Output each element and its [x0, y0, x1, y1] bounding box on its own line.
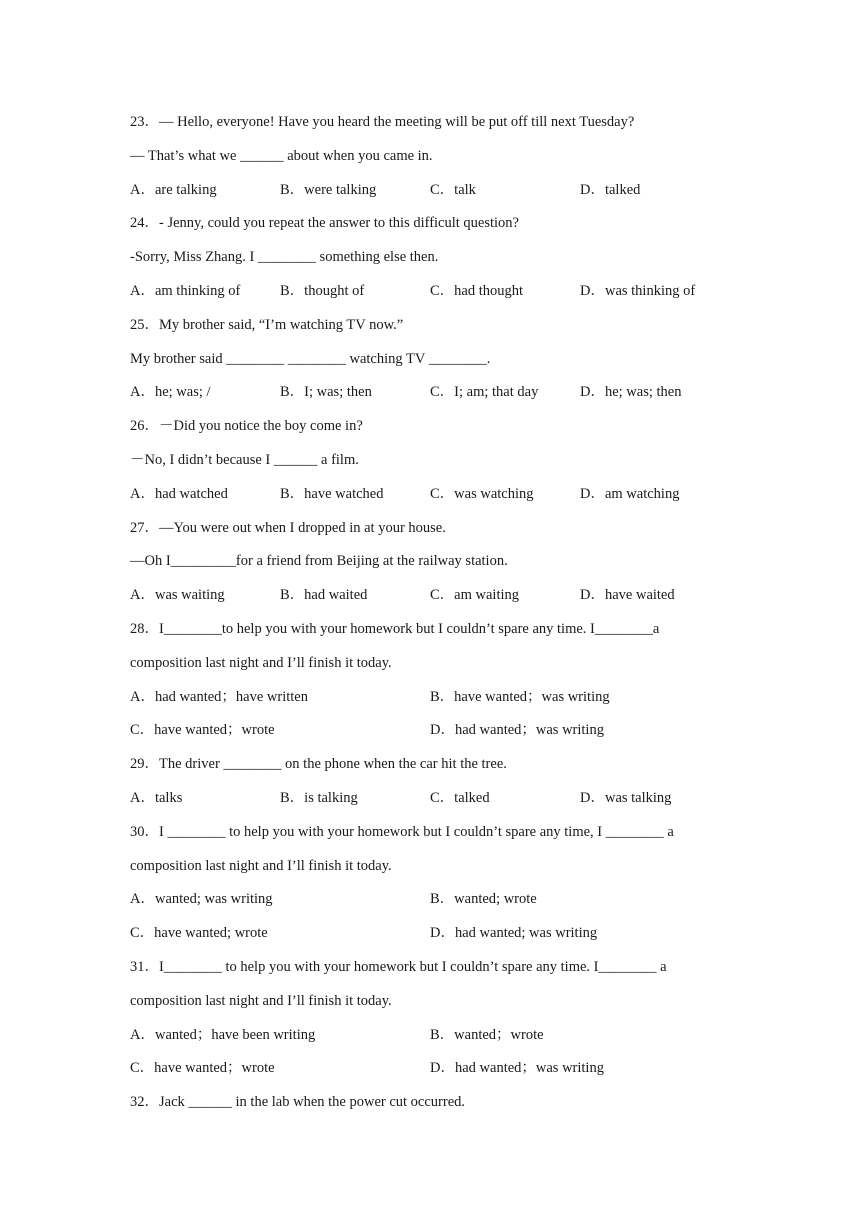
option-a: A．he; was; / — [130, 384, 211, 401]
option-c: C．talk — [430, 181, 476, 198]
question-stem: 23．— Hello, everyone! Have you heard the meeting will be put off till next Tuesday? — [130, 114, 635, 130]
option-a: A．wanted; was writing — [130, 891, 273, 908]
options-row — [130, 786, 730, 820]
question-stem: 27．—You were out when I dropped in at your house. — [130, 519, 446, 536]
option-c: C．have wanted；wrote — [130, 722, 275, 739]
question-line: —Oh I_________for a friend from Beijing at the railway station. — [130, 553, 508, 570]
question-line: －No, I didn’t because I ______ a film. — [130, 451, 359, 468]
question-stem: 31．I________ to help you with your homework but I couldn’t spare any time. I________ a — [130, 958, 667, 975]
option-a: A．was waiting — [130, 587, 225, 604]
question-line: — That’s what we ______ about when you came in. — [130, 147, 433, 164]
question-list — [130, 110, 730, 1124]
option-c: C．I; am; that day — [430, 384, 539, 401]
option-b: B．wanted；wrote — [430, 1026, 544, 1043]
question-line: composition last night and I’ll finish it today. — [130, 857, 392, 874]
option-b: B．have watched — [280, 485, 384, 502]
option-d: D．had wanted；was writing — [430, 1060, 604, 1077]
option-c: C．had thought — [430, 282, 524, 299]
question-stem: 28．I________to help you with your homework but I couldn’t spare any time. I________a — [130, 620, 660, 637]
option-d: D．was thinking of — [580, 282, 696, 299]
option-b: B．had waited — [280, 587, 368, 604]
option-d: D．was talking — [580, 789, 672, 806]
options-row — [130, 1056, 730, 1090]
option-c: C．have wanted; wrote — [130, 925, 268, 942]
options-row — [130, 718, 730, 752]
options-row — [130, 178, 730, 212]
question-stem: 30．I ________ to help you with your homework but I couldn’t spare any time, I ________ a — [130, 823, 674, 840]
option-a: A．talks — [130, 789, 183, 806]
options-row — [130, 482, 730, 516]
option-b: B．were talking — [280, 181, 377, 198]
question-line: -Sorry, Miss Zhang. I ________ something else then. — [130, 249, 439, 266]
option-d: D．am watching — [580, 485, 680, 502]
option-d: D．talked — [580, 181, 641, 198]
option-d: D．had wanted; was writing — [430, 925, 598, 942]
option-a: A．had wanted；have written — [130, 688, 308, 705]
options-row — [130, 583, 730, 617]
options-row — [130, 380, 730, 414]
options-row — [130, 921, 730, 955]
option-b: B．thought of — [280, 282, 365, 299]
question-stem: 29．The driver ________ on the phone when the car hit the tree. — [130, 756, 507, 773]
option-a: A．wanted；have been writing — [130, 1026, 316, 1043]
question-stem: 32．Jack ______ in the lab when the power cut occurred. — [130, 1094, 466, 1111]
question-line: My brother said ________ ________ watching TV ________. — [130, 350, 491, 367]
options-row — [130, 887, 730, 921]
option-b: B．I; was; then — [280, 384, 372, 401]
question-stem: 24．- Jenny, could you repeat the answer to this difficult question? — [130, 215, 519, 232]
question-line: composition last night and I’ll finish it today. — [130, 992, 392, 1009]
option-a: A．are talking — [130, 181, 217, 198]
option-a: A．am thinking of — [130, 282, 241, 299]
options-row — [130, 1023, 730, 1057]
options-row — [130, 685, 730, 719]
option-b: B．is talking — [280, 789, 358, 806]
question-stem: 26．－Did you notice the boy come in? — [130, 418, 363, 435]
question-stem: 25．My brother said, “I’m watching TV now.” — [130, 316, 404, 333]
option-d: D．have waited — [580, 587, 675, 604]
option-c: C．am waiting — [430, 587, 520, 604]
question-line: composition last night and I’ll finish it today. — [130, 654, 392, 671]
options-row — [130, 279, 730, 313]
option-c: C．was watching — [430, 485, 534, 502]
option-b: B．wanted; wrote — [430, 891, 537, 908]
option-b: B．have wanted；was writing — [430, 688, 610, 705]
option-d: D．he; was; then — [580, 384, 682, 401]
option-d: D．had wanted；was writing — [430, 722, 604, 739]
option-c: C．have wanted；wrote — [130, 1060, 275, 1077]
option-a: A．had watched — [130, 485, 228, 502]
option-c: C．talked — [430, 789, 490, 806]
